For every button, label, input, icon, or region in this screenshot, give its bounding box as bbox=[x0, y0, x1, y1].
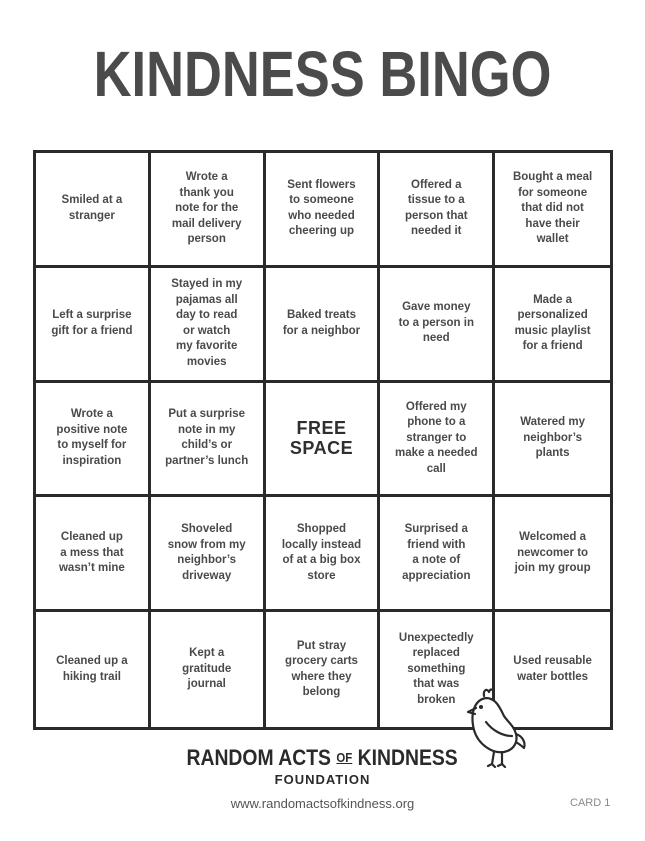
bingo-cell-text: Cleaned up a hiking trail bbox=[56, 655, 128, 683]
bingo-cell[interactable] bbox=[495, 497, 610, 612]
logo-text-of: OF bbox=[336, 750, 353, 765]
bingo-cell[interactable] bbox=[151, 268, 266, 383]
bingo-cell-text: Gave money to a person in need bbox=[398, 301, 474, 345]
bingo-cell[interactable] bbox=[36, 497, 151, 612]
bingo-cell-text: Bought a meal for someone that did not have their wallet bbox=[512, 171, 593, 246]
bingo-cell-text: Used reusable water bottles bbox=[513, 655, 592, 683]
bingo-cell-text: Left a surprise gift for a friend bbox=[51, 309, 133, 337]
bingo-cell[interactable] bbox=[36, 268, 151, 383]
bingo-cell-text: Baked treats for a neighbor bbox=[282, 309, 361, 337]
bingo-cell[interactable] bbox=[380, 268, 495, 383]
free-space-cell[interactable] bbox=[266, 383, 381, 498]
logo-text-part2: KINDNESS bbox=[358, 745, 459, 770]
bingo-cell-text: Wrote a thank you note for the mail delivery person bbox=[171, 171, 242, 246]
bingo-cell-text: Put a surprise note in my child’s or partner’s lunch bbox=[165, 408, 249, 467]
bingo-cell[interactable] bbox=[266, 612, 381, 727]
page-title: KINDNESS BINGO bbox=[93, 38, 552, 110]
bingo-cell[interactable] bbox=[380, 497, 495, 612]
bingo-cell-text: Shopped locally instead of at a big box store bbox=[281, 523, 362, 582]
bingo-cell[interactable] bbox=[36, 612, 151, 727]
bingo-cell-text: Unexpectedly replaced something that was broken bbox=[398, 631, 474, 706]
bingo-grid bbox=[33, 150, 613, 730]
foundation-logo bbox=[0, 746, 645, 788]
bingo-cell[interactable] bbox=[36, 153, 151, 268]
bingo-cell-text: Shoveled snow from my neighbor’s driveway bbox=[167, 523, 246, 582]
bingo-cell[interactable] bbox=[495, 153, 610, 268]
card-number: CARD 1 bbox=[570, 797, 611, 809]
bingo-cell[interactable] bbox=[266, 153, 381, 268]
bingo-cell-text: Smiled at a stranger bbox=[61, 194, 123, 222]
bingo-cell[interactable] bbox=[266, 268, 381, 383]
bingo-cell[interactable] bbox=[495, 268, 610, 383]
bingo-cell-text: Offered a tissue to a person that needed it bbox=[404, 178, 468, 238]
bingo-cell-text: Welcomed a newcomer to join my group bbox=[514, 531, 591, 575]
bingo-cell-text: Made a personalized music playlist for a friend bbox=[514, 293, 591, 353]
website-link[interactable]: www.randomactsofkindness.org bbox=[230, 796, 415, 811]
bingo-cell[interactable] bbox=[380, 383, 495, 498]
logo-wordmark bbox=[187, 746, 458, 770]
bingo-cell-text: Watered my neighbor’s plants bbox=[520, 416, 585, 460]
bingo-cell-text: Cleaned up a mess that wasn’t mine bbox=[58, 531, 125, 575]
bingo-cell[interactable] bbox=[36, 383, 151, 498]
bingo-cell[interactable] bbox=[266, 497, 381, 612]
bingo-cell-text: Stayed in my pajamas all day to read or watch my favorite movies bbox=[171, 278, 243, 368]
bingo-cell[interactable] bbox=[151, 612, 266, 727]
logo-subtitle: FOUNDATION bbox=[274, 772, 371, 787]
bingo-cell[interactable] bbox=[151, 153, 266, 268]
free-space-text: FREE SPACE bbox=[289, 418, 354, 459]
bingo-cell-text: Surprised a friend with a note of appreciation bbox=[402, 523, 471, 582]
bingo-cell-text: Wrote a positive note to myself for inspiration bbox=[56, 408, 128, 467]
bingo-cell[interactable] bbox=[151, 383, 266, 498]
bingo-cell-text: Put stray grocery carts where they belong bbox=[285, 639, 358, 699]
bingo-cell-text: Kept a gratitude journal bbox=[182, 647, 232, 691]
logo-text-part1: RANDOM ACTS bbox=[186, 745, 332, 770]
bingo-cell-text: Sent flowers to someone who needed cheering up bbox=[287, 178, 356, 238]
bingo-cell[interactable] bbox=[495, 383, 610, 498]
bingo-cell-text: Offered my phone to a stranger to make a needed call bbox=[395, 400, 478, 475]
bingo-cell[interactable] bbox=[151, 497, 266, 612]
bingo-cell[interactable] bbox=[380, 153, 495, 268]
